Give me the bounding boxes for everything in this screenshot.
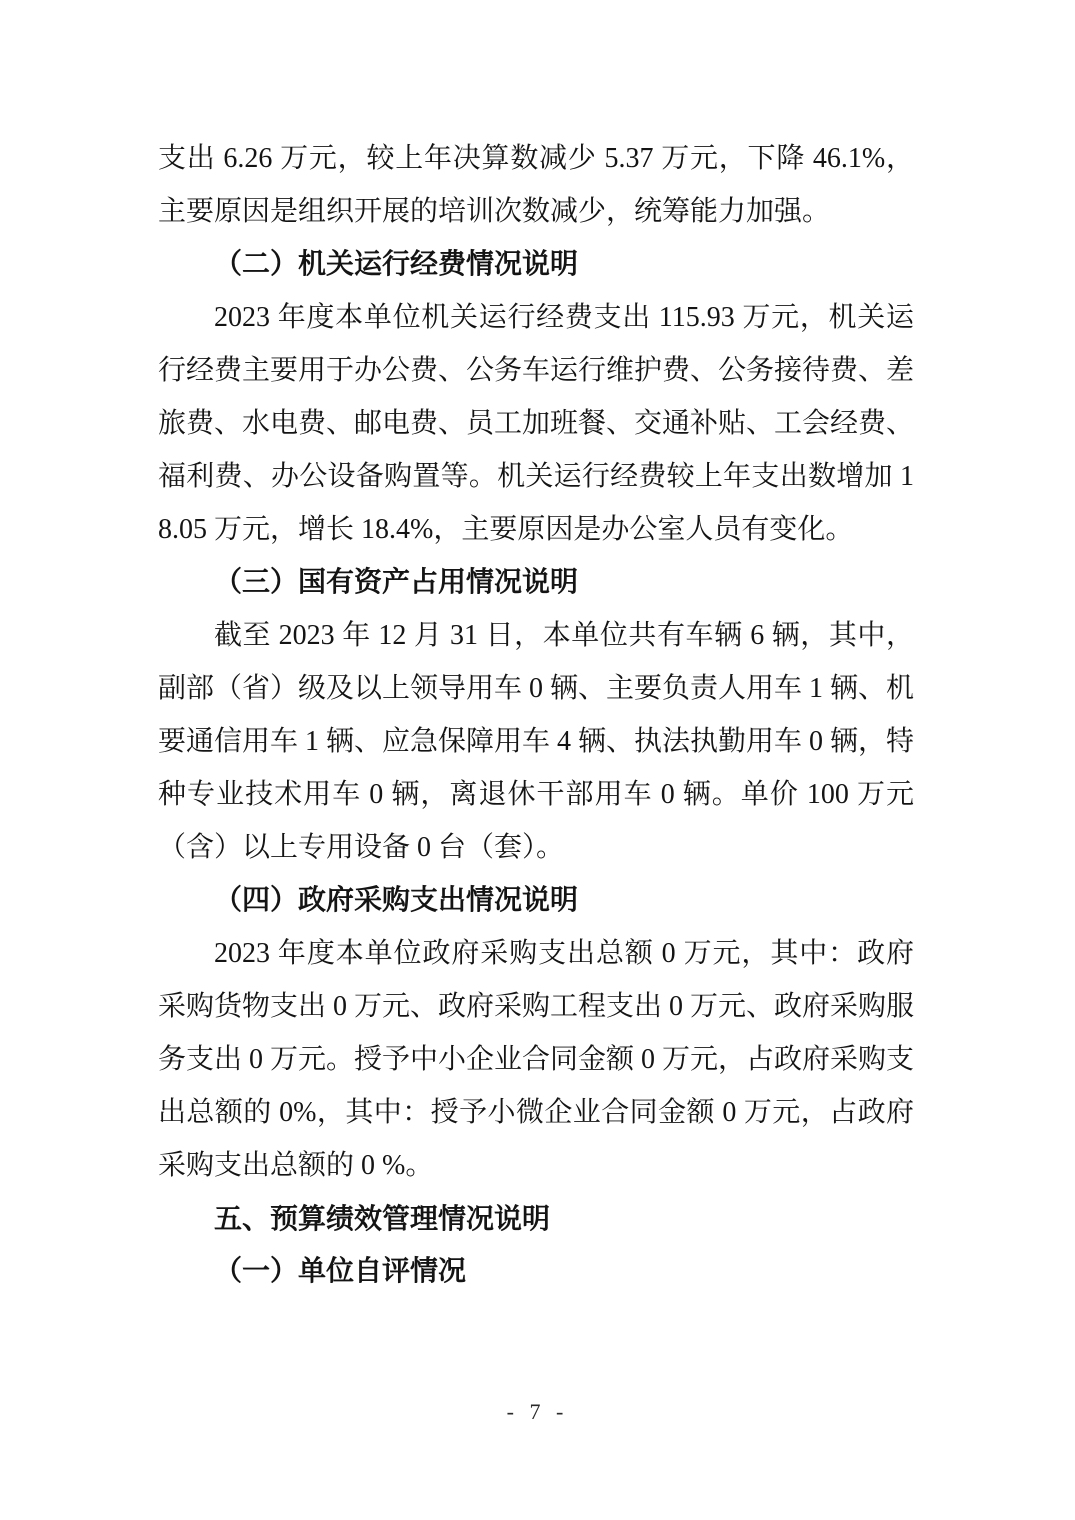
page-number: - 7 - [506,1399,569,1424]
section-heading-government-procurement: （四）政府采购支出情况说明 [214,885,579,916]
paragraph-state-assets: 截至 2023 年 12 月 31 日，本单位共有车辆 6 辆，其中，副部（省）级及以上领导用车 0 辆、主要负责人用车 1 辆、机要通信用车 1 辆、应急保障用车 4 辆、执法执勤用车 0 辆，特种专业技术用车 0 辆，离退休干部用车 0 辆。单价 100 万元（含）以上专用设备 0 台（套）。 [158,620,915,863]
chapter-heading-budget-performance: 五、预算绩效管理情况说明 [214,1203,551,1234]
section-heading-agency-operating-expense: （二）机关运行经费情况说明 [214,249,579,280]
paragraph-government-procurement: 2023 年度本单位政府采购支出总额 0 万元，其中：政府采购货物支出 0 万元、政府采购工程支出 0 万元、政府采购服务支出 0 万元。授予中小企业合同金额 0 万元，占政府采购支出总额的 0%，其中：授予小微企业合同金额 0 万元，占政府采购支出总额的 0 %。 [158,938,915,1181]
section-heading-self-evaluation: （一）单位自评情况 [214,1256,467,1287]
section-heading-state-assets: （三）国有资产占用情况说明 [214,567,579,598]
page-content [158,132,914,1298]
paragraph-agency-operating-expense: 2023 年度本单位机关运行经费支出 115.93 万元，机关运行经费主要用于办公费、公务车运行维护费、公务接待费、差旅费、水电费、邮电费、员工加班餐、交通补贴、工会经费、福利费、办公设备购置等。机关运行经费较上年支出数增加 18.05 万元，增长 18.4%，主要原因是办公室人员有变化。 [158,302,915,545]
paragraph-training-expense-continuation: 支出 6.26 万元，较上年决算数减少 5.37 万元，下降 46.1%，主要原因是组织开展的培训次数减少，统筹能力加强。 [158,143,914,227]
